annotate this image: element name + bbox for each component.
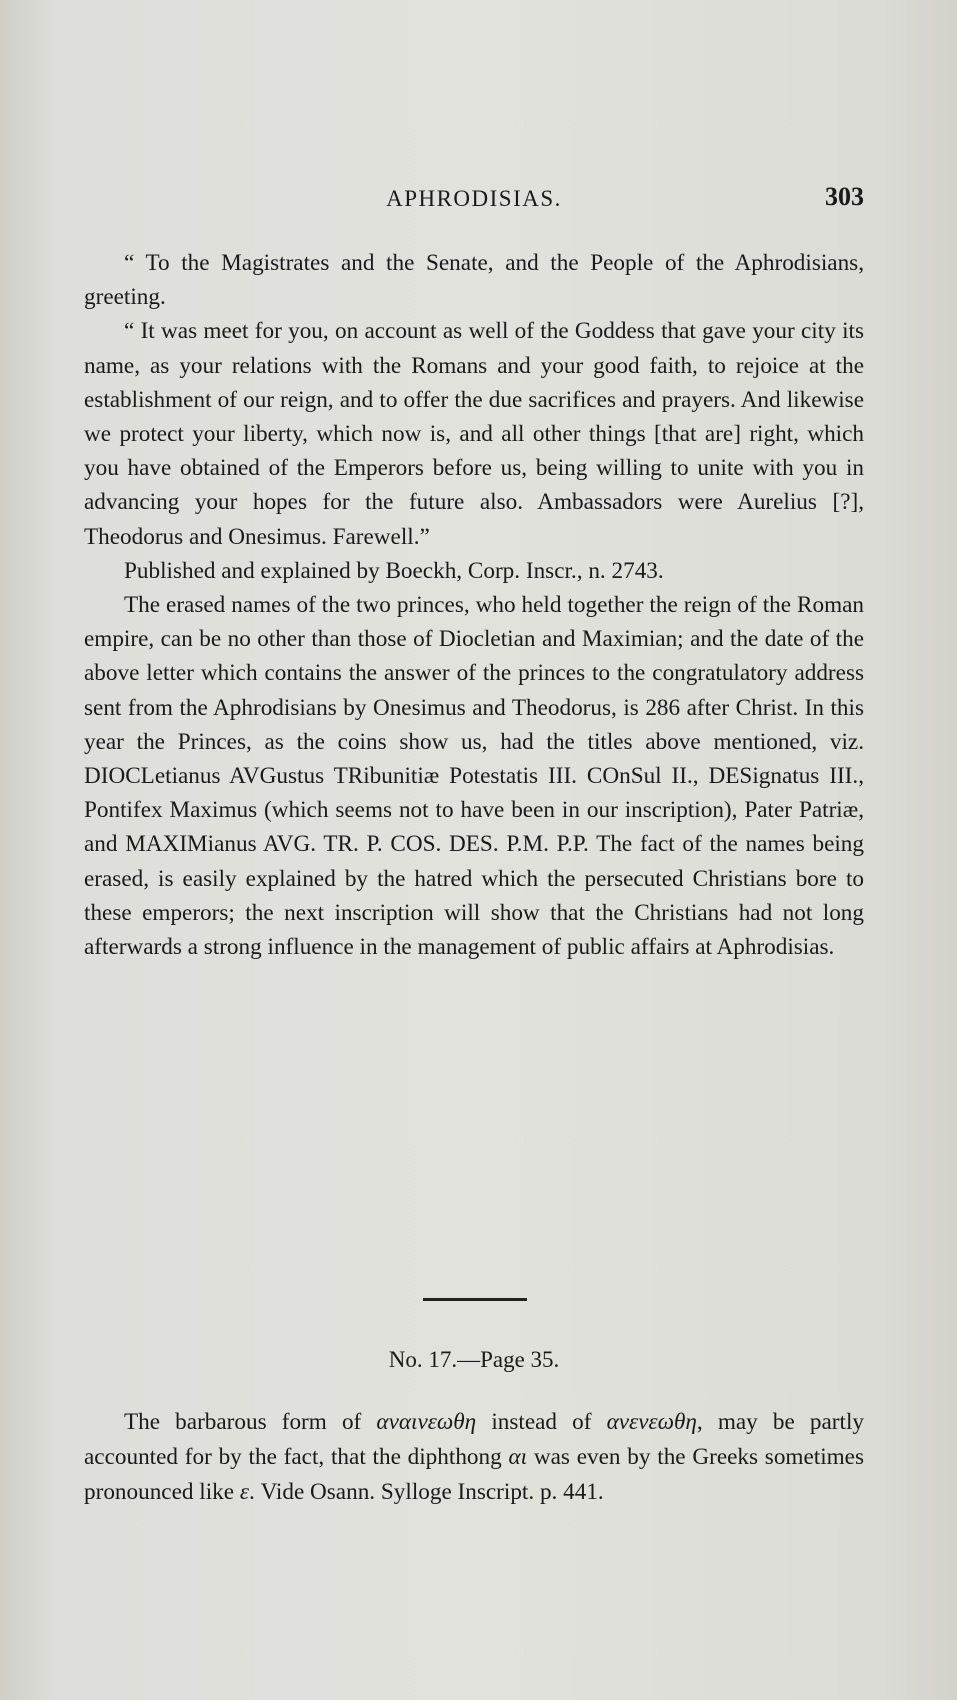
note-text-part: The barbarous form of	[124, 1409, 377, 1435]
note-text-part: was even by the Greeks sometimes pronounced like	[84, 1444, 864, 1505]
greek-word: αναινεωθη	[376, 1409, 477, 1435]
note-text-part: instead of	[476, 1409, 607, 1435]
note-text	[84, 1405, 864, 1510]
main-text	[84, 246, 864, 964]
greek-word: ε	[239, 1479, 249, 1505]
paragraph-salutation: “ To the Magistrates and the Senate, and the People of the Aphrodisians, greeting.	[84, 250, 864, 311]
section-divider	[423, 1298, 527, 1301]
note-heading: No. 17.—Page 35.	[388, 1347, 560, 1372]
running-title: APHRODISIAS.	[386, 186, 562, 211]
note-text-part: . Vide Osann. Sylloge Inscript. p. 441.	[248, 1479, 604, 1505]
note-text-part: , may be partly accounted for by the fact, that the diphthong	[84, 1409, 864, 1470]
note-paragraph	[84, 1405, 864, 1510]
paragraph-commentary: The erased names of the two princes, who held together the reign of the Roman empire, can be no other than those of Diocletian and Maximian; and the date of the above letter which contains the answer of the princes to the congratulatory address sent from the Aphrodisians by Onesimus and Theodorus, is 286 after Christ. In this year the Princes, as the coins show us, had the titles above mentioned, viz. DIOCLetianus AVGustus TRibunitiæ Potestatis III. COnSul II., DESignatus III., Pontifex Maximus (which seems not to have been in our inscription), Pater Patriæ, and MAXIMianus AVG. TR. P. COS. DES. P.M. P.P. The fact of the names being erased, is easily explained by the hatred which the persecuted Christians bore to these emperors; the next inscription will show that the Christians had not long afterwards a strong influence in the management of public affairs at Aphrodisias.	[84, 592, 864, 961]
greek-word: ανενεωθη	[606, 1409, 697, 1435]
paragraph-citation: Published and explained by Boeckh, Corp. Inscr., n. 2743.	[124, 557, 664, 584]
greek-word: αι	[508, 1444, 528, 1470]
page-header	[84, 182, 864, 218]
page-number: 303	[825, 182, 864, 211]
paragraph-letter: “ It was meet for you, on account as well of the Goddess that gave your city its name, as your relations with the Romans and your good faith, to rejoice at the establishment of our reign, and to offer the due sacrifices and prayers. And likewise we protect your liberty, which now is, and all other things [that are] right, which you have obtained of the Emperors before us, being willing to unite with you in advancing your hopes for the future also. Ambassadors were Aurelius [?], Theodorus and Onesimus. Farewell.”	[84, 318, 864, 550]
